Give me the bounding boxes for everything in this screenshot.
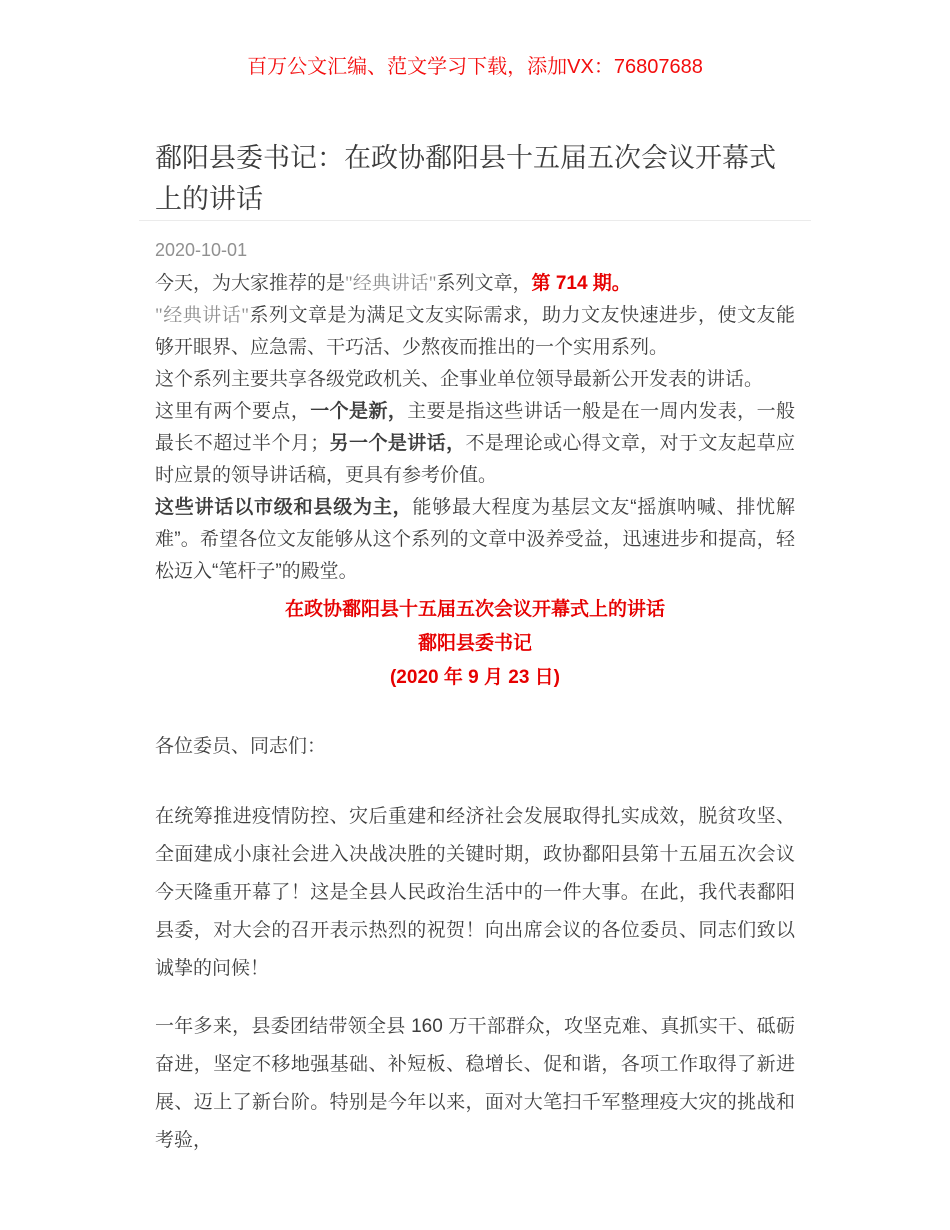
speech-date: (2020 年 9 月 23 日) [389,667,561,688]
text-segment: 不是理论或心得文章，对于文友起草应时应景的领导讲话稿，更具有参考价值。 [155,433,795,486]
speech-heading-block [139,593,811,695]
intro-paragraph-2 [139,300,811,364]
article-container [139,138,811,1160]
publish-date: 2020-10-01 [155,240,248,260]
quoted-series-name: "经典讲话" [345,273,437,294]
speech-paragraph-1: 在统筹推进疫情防控、灾后重建和经济社会发展取得扎实成效，脱贫攻坚、全面建成小康社会进入决战决胜的关键时期，政协鄱阳县第十五届五次会议今天隆重开幕了！这是全县人民政治生活中的一件大事。在此，我代表鄱阳县委，对大会的召开表示热烈的祝贺！向出席会议的各位委员、同志们致以诚挚的问候！ [155,806,795,979]
salutation: 各位委员、同志们： [155,736,327,757]
issue-number-highlight: 第 714 期。 [531,273,631,294]
intro-paragraph-3 [139,364,811,396]
intro-paragraph-1 [139,268,811,300]
intro-paragraph-5 [139,492,811,588]
promo-banner: 百万公文汇编、范文学习下载，添加VX：76807688 [247,56,703,78]
quoted-series-name: "经典讲话" [155,305,250,326]
text-segment: 系列文章， [436,273,532,294]
text-segment: 能够最大程度为基层文友“摇旗呐喊、排忧解难”。希望各位文友能够从这个系列的文章中汲养受益，迅速进步和提高，轻松迈入“笔杆子”的殿堂。 [155,497,795,582]
speech-author: 鄱阳县委书记 [417,633,532,654]
text-segment: 主要是指这些讲话一般是在一周内发表，一般最长不超过半个月； [155,401,795,454]
text-segment: 今天，为大家推荐的是 [155,273,346,294]
key-point-highlight: 一个是新， [310,401,408,422]
speech-paragraph-2: 一年多来，县委团结带领全县 160 万干部群众，攻坚克难、真抓实干、砥砺奋进，坚定不移地强基础、补短板、稳增长、促和谐，各项工作取得了新进展、迈上了新台阶。特别是今年以来，面对大笔扫千军整理疫大灾的挑战和考验， [155,1016,795,1151]
article-title: 鄱阳县委书记：在政协鄱阳县十五届五次会议开幕式上的讲话 [155,143,776,214]
speech-title: 在政协鄱阳县十五届五次会议开幕式上的讲话 [284,599,665,620]
title-divider [139,220,811,221]
intro-paragraph-4 [139,396,811,492]
text-segment: 这里有两个要点， [155,401,311,422]
intro-section [139,268,811,588]
text-segment: 这个系列主要共享各级党政机关、企事业单位领导最新公开发表的讲话。 [155,369,764,390]
key-point-highlight: 另一个是讲话， [329,433,466,454]
key-point-highlight: 这些讲话以市级和县级为主， [155,497,413,518]
text-segment: 系列文章是为满足文友实际需求，助力文友快速进步，使文友能够开眼界、应急需、干巧活、少熬夜而推出的一个实用系列。 [155,305,795,358]
